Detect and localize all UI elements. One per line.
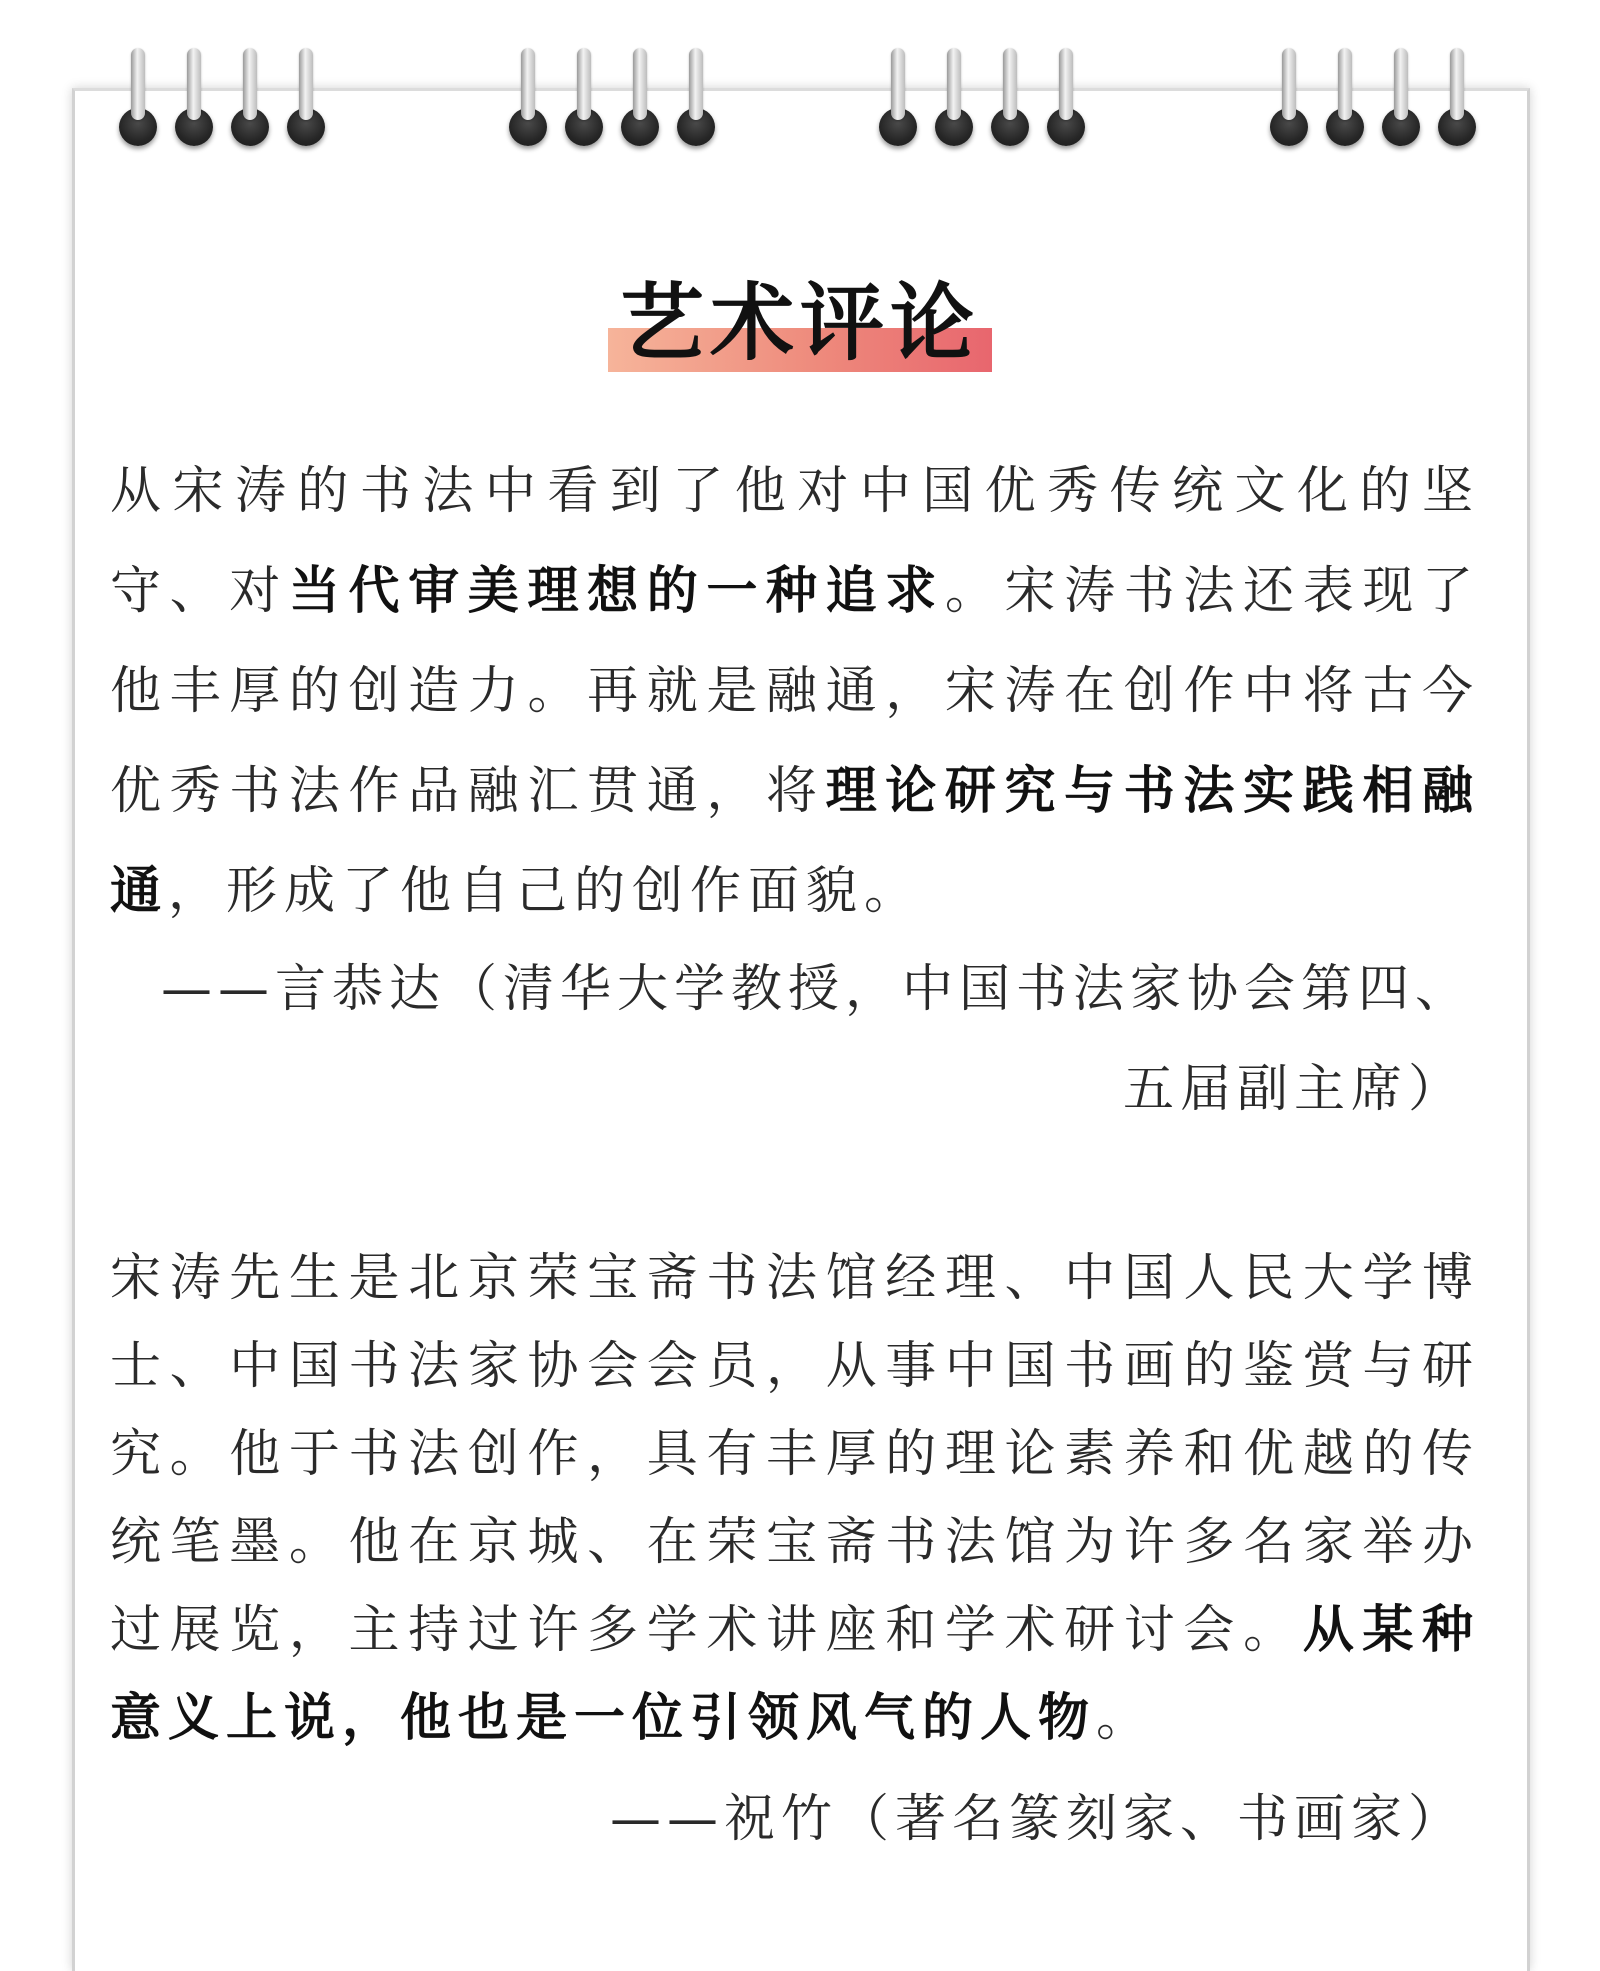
binding-ring: [231, 48, 271, 148]
review-1-attribution: ——言恭达（清华大学教授，中国书法家协会第四、: [160, 960, 1472, 1019]
binding-ring: [565, 48, 605, 148]
title-highlight: [608, 268, 992, 378]
review-1-text: ，形成了他自己的创作面貌。: [168, 862, 923, 921]
binding-ring: [119, 48, 159, 148]
page-title: 艺术评论: [619, 274, 980, 372]
review-1-attribution-cont: 五届副主席）: [1122, 1060, 1465, 1119]
binding-ring: [1382, 48, 1422, 148]
binding-ring: [1047, 48, 1087, 148]
binding-ring: [879, 48, 919, 148]
review-paragraph-1: [110, 442, 1480, 942]
review-paragraph-2: [110, 1235, 1480, 1763]
review-2-emphasis: 从某种意义上说，他也是一位引领风气的人物: [110, 1601, 1480, 1748]
review-2-text: 宋涛先生是北京荣宝斋书法馆经理、中国人民大学博士、中国书法家协会会员，从事中国书画的鉴赏与研究。他于书法创作，具有丰厚的理论素养和优越的传统笔墨。他在京城、在荣宝斋书法馆为许多名家举办过展览，主持过许多学术讲座和学术研讨会。: [110, 1249, 1480, 1660]
review-1-text: 从宋涛的书法中看到了他对中国优秀传统文化的坚守、对: [110, 462, 1480, 621]
review-2-text: 。: [1096, 1689, 1155, 1748]
binding-ring: [1270, 48, 1310, 148]
binding-ring: [1438, 48, 1478, 148]
binding-ring: [677, 48, 717, 148]
binding-ring: [935, 48, 975, 148]
review-2-attribution: ——祝竹（著名篆刻家、书画家）: [609, 1790, 1465, 1849]
review-1-text: 。宋涛书法还表现了他丰厚的创造力。再就是融通，宋涛在创作中将古今优秀书法作品融汇贯通，将: [110, 562, 1480, 821]
binding-ring: [287, 48, 327, 148]
binding-ring: [175, 48, 215, 148]
binding-ring: [509, 48, 549, 148]
binding-ring: [621, 48, 661, 148]
binding-ring: [1326, 48, 1366, 148]
page-header: [0, 268, 1600, 378]
review-1-emphasis: 理论研究与书法实践相融通: [110, 762, 1480, 921]
binding-ring: [991, 48, 1031, 148]
review-1-emphasis: 当代审美理想的一种追求: [288, 562, 945, 621]
